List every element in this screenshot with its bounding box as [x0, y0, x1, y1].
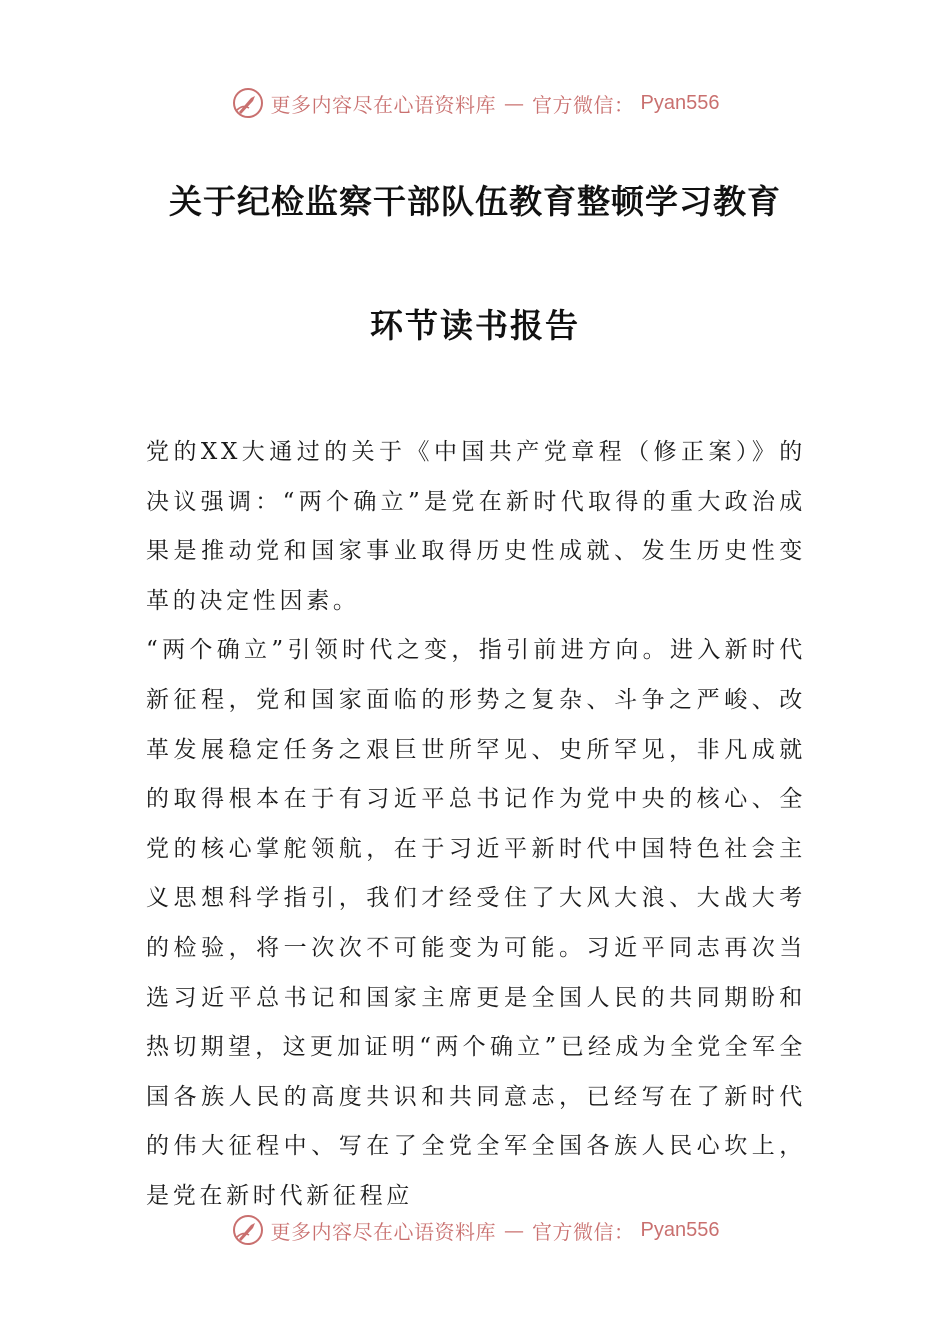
pen-nib-logo-icon — [231, 1213, 265, 1247]
watermark-header — [0, 81, 950, 125]
watermark-label: 官方微信： — [532, 1219, 635, 1244]
document-body — [146, 428, 806, 1222]
watermark-dash: — — [504, 1218, 525, 1242]
watermark-id: Pyan556 — [640, 91, 720, 114]
paragraph: “两个确立”引领时代之变，指引前进方向。进入新时代新征程，党和国家面临的形势之复杂、斗争之严峻、改革发展稳定任务之艰巨世所罕见、史所罕见，非凡成就的取得根本在于有习近平总书记作为党中央的核心、全党的核心掌舵领航，在于习近平新时代中国特色社会主义思想科学指引，我们才经受住了大风大浪、大战大考的检验，将一次次不可能变为可能。习近平同志再次当选习近平总书记和国家主席更是全国人民的共同期盼和热切期望，这更加证明“两个确立”已经成为全党全军全国各族人民的高度共识和共同意志，已经写在了新时代的伟大征程中、写在了全党全军全国各族人民心坎上，是党在新时代新征程应 — [146, 637, 806, 1209]
watermark-footer — [0, 1208, 950, 1252]
document-title-line-1: 关于纪检监察干部队伍教育整顿学习教育 — [169, 182, 781, 221]
watermark-dash: — — [504, 91, 525, 115]
pen-nib-logo-icon — [231, 86, 265, 120]
watermark-text: 更多内容尽在心语资料库 — [270, 1219, 497, 1244]
paragraph: 党的XX大通过的关于《中国共产党章程（修正案）》的决议强调：“两个确立”是党在新时代取得的重大政治成果是推动党和国家事业取得历史性成就、发生历史性变革的决定性因素。 — [146, 439, 806, 614]
watermark-label: 官方微信： — [532, 92, 635, 117]
watermark-id: Pyan556 — [640, 1218, 720, 1241]
watermark-text: 更多内容尽在心语资料库 — [270, 92, 497, 117]
document-title-line-2: 环节读书报告 — [370, 306, 580, 345]
